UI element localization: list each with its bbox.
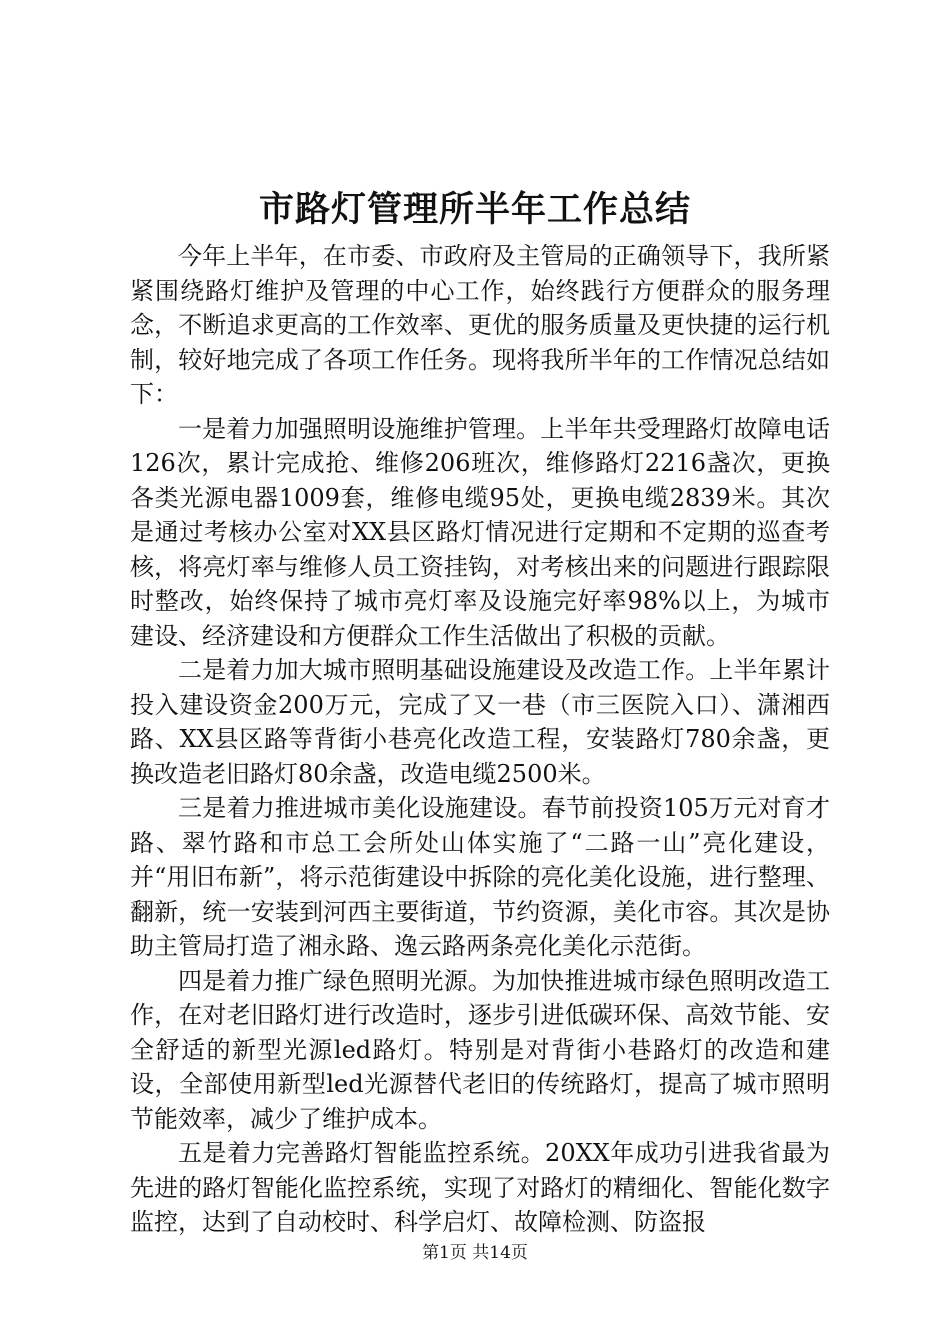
paragraph-5: 五是着力完善路灯智能监控系统。20XX年成功引进我省最为先进的路灯智能化监控系统，实现了对路灯的精细化、智能化数字监控，达到了自动校时、科学启灯、故障检测、防盗报 xyxy=(130,1139,830,1236)
paragraph-2: 二是着力加大城市照明基础设施建设及改造工作。上半年累计投入建设资金200万元，完成了又一巷（市三医院入口）、潇湘西路、XX县区路等背街小巷亮化改造工程，安装路灯780余盏，更换改造老旧路灯80余盏，改造电缆2500米。 xyxy=(130,656,830,788)
paragraph-intro: 今年上半年，在市委、市政府及主管局的正确领导下，我所紧紧围绕路灯维护及管理的中心工作，始终践行方便群众的服务理念，不断追求更高的工作效率、更优的服务质量及更快捷的运行机制，较好地完成了各项工作任务。现将我所半年的工作情况总结如下： xyxy=(130,242,830,408)
document-body xyxy=(130,239,830,1240)
paragraph-4: 四是着力推广绿色照明光源。为加快推进城市绿色照明改造工作，在对老旧路灯进行改造时，逐步引进低碳环保、高效节能、安全舒适的新型光源led路灯。特别是对背街小巷路灯的改造和建设，全部使用新型led光源替代老旧的传统路灯，提高了城市照明节能效率，减少了维护成本。 xyxy=(130,966,830,1133)
document-title: 市路灯管理所半年工作总结 xyxy=(258,189,691,230)
paragraph-3: 三是着力推进城市美化设施建设。春节前投资105万元对育才路、翠竹路和市总工会所处山体实施了“二路一山”亮化建设，并“用旧布新”，将示范街建设中拆除的亮化美化设施，进行整理、翻新，统一安装到河西主要街道，节约资源，美化市容。其次是协助主管局打造了湘永路、逸云路两条亮化美化示范街。 xyxy=(130,794,830,960)
paragraph-1: 一是着力加强照明设施维护管理。上半年共受理路灯故障电话126次，累计完成抢、维修206班次，维修路灯2216盏次，更换各类光源电器1009套，维修电缆95处，更换电缆2839米。其次是通过考核办公室对XX县区路灯情况进行定期和不定期的巡查考核，将亮灯率与维修人员工资挂钩，对考核出来的问题进行跟踪限时整改，始终保持了城市亮灯率及设施完好率98%以上，为城市建设、经济建设和方便群众工作生活做出了积极的贡献。 xyxy=(130,414,830,650)
page-number-footer: 第1页 共14页 xyxy=(422,1243,528,1263)
